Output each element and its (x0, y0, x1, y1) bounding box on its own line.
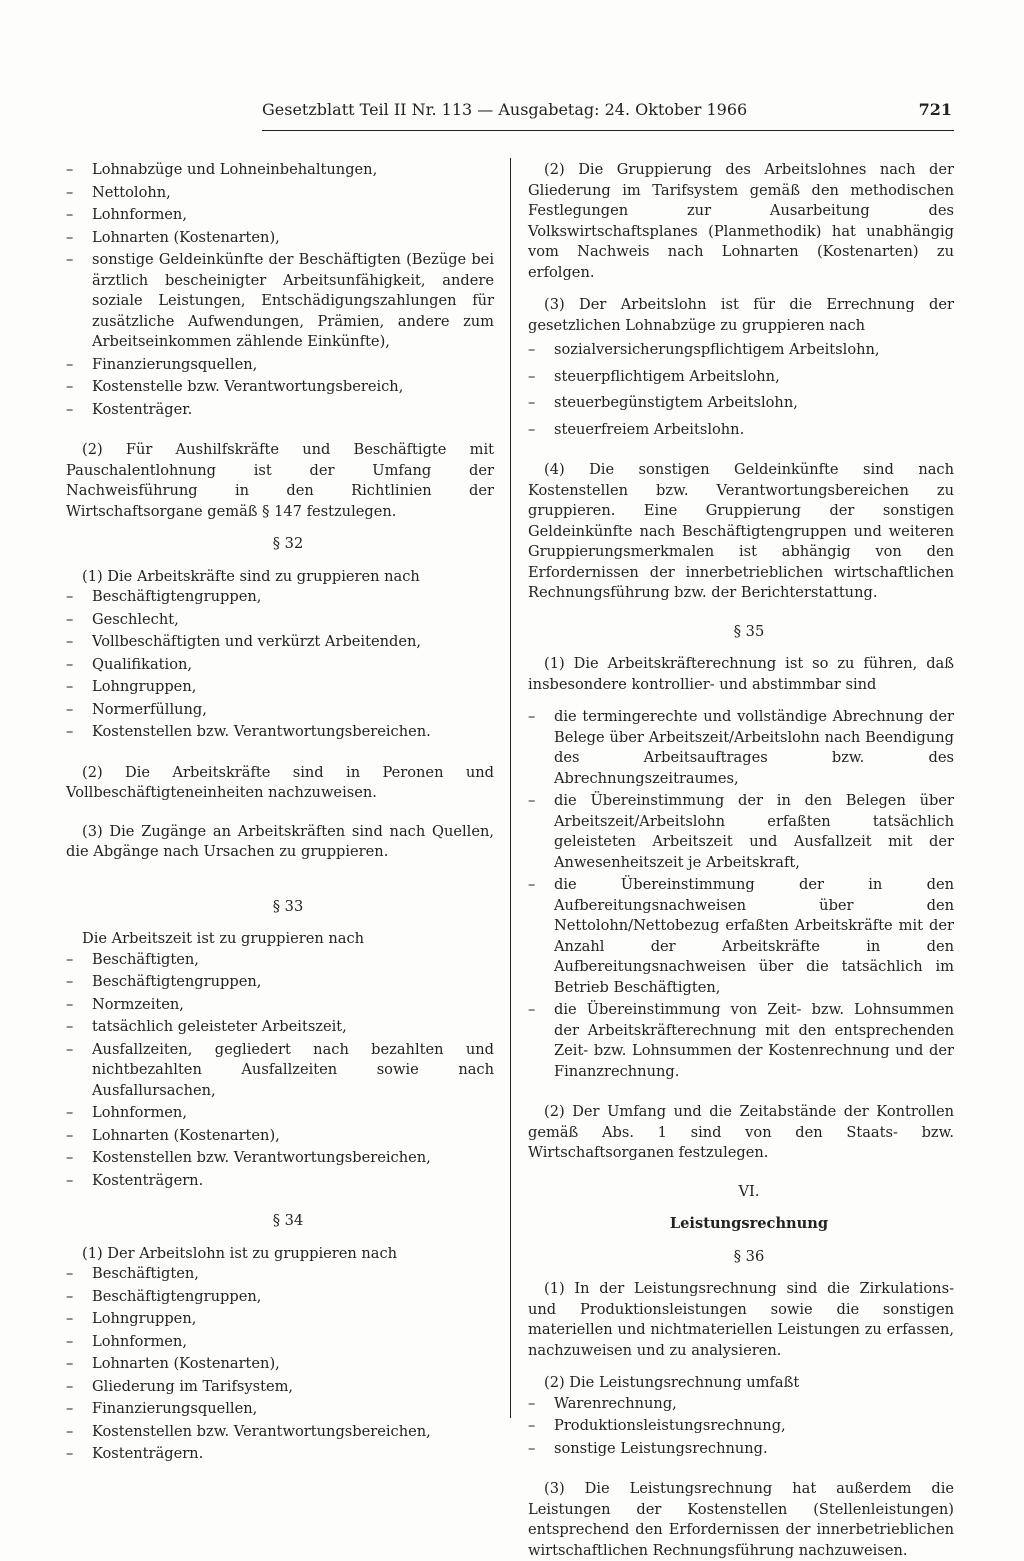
list-item: – Lohnarten (Kostenarten), (66, 1126, 494, 1147)
section-heading-34: § 34 (272, 1212, 304, 1229)
list-item: – Nettolohn, (66, 183, 494, 204)
section-heading-35: § 35 (733, 622, 765, 640)
section-36-paragraph-3: (3) Die Leistungsrechnung hat außerdem die Leistungen der Kostenstellen (Stellenleistungen) entsprechend den Erfordernissen der innerbetrieblichen wirtschaftlichen Rechnungsführung nachzuweisen. (528, 1480, 954, 1559)
list-item: – Qualifikation, (66, 655, 494, 676)
list-item: – steuerbegünstigtem Arbeitslohn, (528, 393, 954, 414)
section-32-paragraph-2: (2) Die Arbeitskräfte sind in Peronen und Vollbeschäftigteneinheiten nachzuweisen. (66, 763, 494, 801)
section-34-paragraph-4: (4) Die sonstigen Geldeinkünfte sind nach Kostenstellen bzw. Verantwortungsbereichen zu gruppieren. Eine Gruppierung der sonstigen Geldeinkünfte nach Beschäftigtengruppen und weiteren Gruppierungsmerkmalen ist abhängig von den Erfordernissen der innerbetrieblichen wirtschaftlichen Rechnungsführung bzw. der Berichterstattung. (528, 461, 954, 601)
paragraph-aushilfskraefte: (2) Für Aushilfskräfte und Beschäftigte mit Pauschalentlohnung ist der Umfang der Nachweisführung in den Richtlinien der Wirtschaftsorgane gemäß § 147 festzulegen. (66, 441, 494, 520)
list-item: – Beschäftigtengruppen, (66, 972, 494, 993)
list-item: – Beschäftigtengruppen, (66, 587, 494, 608)
list-lohnabzuege (528, 340, 954, 440)
list-item: – Beschäftigten, (66, 1264, 494, 1285)
list-section-32 (66, 587, 494, 743)
list-item: – Kostenstellen bzw. Verantwortungsbereichen, (66, 1422, 494, 1443)
section-heading-32: § 32 (272, 535, 304, 552)
section-34-paragraph-3: (3) Der Arbeitslohn ist für die Errechnung der gesetzlichen Lohnabzüge zu gruppieren nach (528, 296, 954, 334)
left-column (66, 160, 494, 1467)
column-divider (510, 158, 511, 1418)
chapter-numeral: VI. (738, 1182, 760, 1200)
list-item: – Kostenträgern. (66, 1171, 494, 1192)
list-section-33 (66, 950, 494, 1192)
section-33-intro: Die Arbeitszeit ist zu gruppieren nach (82, 930, 365, 947)
list-item: – die Übereinstimmung von Zeit- bzw. Lohnsummen der Arbeitskräfterechnung mit den entsprechenden Zeit- bzw. Lohnsummen der Kostenrechnung und der Finanzrechnung. (528, 1000, 954, 1082)
list-section-34 (66, 1264, 494, 1465)
list-item: – Finanzierungsquellen, (66, 1399, 494, 1420)
list-item: – Kostenstelle bzw. Verantwortungsbereich, (66, 377, 494, 398)
header-rule (262, 130, 954, 131)
list-item: – Gliederung im Tarifsystem, (66, 1377, 494, 1398)
page-number: 721 (918, 100, 952, 119)
list-item: – steuerpflichtigem Arbeitslohn, (528, 367, 954, 388)
list-item: – steuerfreiem Arbeitslohn. (528, 420, 954, 441)
list-item: – Kostenstellen bzw. Verantwortungsbereichen. (66, 722, 494, 743)
section-heading-33: § 33 (272, 897, 304, 915)
list-item: – Lohnarten (Kostenarten), (66, 1354, 494, 1375)
section-heading-36: § 36 (733, 1247, 765, 1265)
chapter-title: Leistungsrechnung (669, 1215, 829, 1232)
list-item: – Beschäftigten, (66, 950, 494, 971)
list-item: – Lohnformen, (66, 205, 494, 226)
list-item: – Kostenstellen bzw. Verantwortungsbereichen, (66, 1148, 494, 1169)
section-34-paragraph-2: (2) Die Gruppierung des Arbeitslohnes nach der Gliederung im Tarifsystem gemäß den methodischen Festlegungen zur Ausarbeitung des Volkswirtschaftsplanes (Planmethodik) hat unabhängig vom Nachweis nach Lohnarten (Kostenarten) zu erfolgen. (528, 161, 954, 281)
list-item: – Vollbeschäftigten und verkürzt Arbeitenden, (66, 632, 494, 653)
list-item: – sonstige Geldeinkünfte der Beschäftigten (Bezüge bei ärztlich bescheinigter Arbeitsunfähigkeit, andere soziale Leistungen, Entschädigungszahlungen für zusätzliche Aufwendungen, Prämien, andere zum Arbeitseinkommen zählende Einkünfte), (66, 250, 494, 353)
list-item: – Lohngruppen, (66, 677, 494, 698)
list-item: – sonstige Leistungsrechnung. (528, 1439, 954, 1460)
section-35-intro: (1) Die Arbeitskräfterechnung ist so zu führen, daß insbesondere kontrollier- und abstimmbar sind (528, 655, 954, 693)
section-32-intro: (1) Die Arbeitskräfte sind zu gruppieren nach (82, 567, 420, 585)
list-item: – Normerfüllung, (66, 700, 494, 721)
list-item: – die Übereinstimmung der in den Belegen über Arbeitszeit/Arbeitslohn erfaßten tatsächlich geleisteten Arbeitszeit und Ausfallzeit mit der Anwesenheitszeit je Arbeitskraft, (528, 791, 954, 873)
list-item: – tatsächlich geleisteter Arbeitszeit, (66, 1017, 494, 1038)
list-item: – Beschäftigtengruppen, (66, 1287, 494, 1308)
list-item: – Ausfallzeiten, gegliedert nach bezahlten und nichtbezahlten Ausfallzeiten sowie nach Ausfallursachen, (66, 1040, 494, 1102)
section-35-paragraph-2: (2) Der Umfang und die Zeitabstände der Kontrollen gemäß Abs. 1 sind von den Staats- bzw. Wirtschaftsorganen festzulegen. (528, 1103, 954, 1161)
header-title: Gesetzblatt Teil II Nr. 113 — Ausgabetag: 24. Oktober 1966 (262, 100, 748, 119)
list-item: – Finanzierungsquellen, (66, 355, 494, 376)
right-column (528, 160, 954, 1561)
list-item: – Kostenträger. (66, 400, 494, 421)
section-36-intro-2: (2) Die Leistungsrechnung umfaßt (544, 1374, 800, 1391)
list-item: – Normzeiten, (66, 995, 494, 1016)
list-item: – Geschlecht, (66, 610, 494, 631)
list-item: – Kostenträgern. (66, 1444, 494, 1465)
list-item: – Produktionsleistungsrechnung, (528, 1416, 954, 1437)
list-geldarten (66, 160, 494, 420)
list-item: – Lohnformen, (66, 1332, 494, 1353)
list-section-35 (528, 707, 954, 1082)
list-item: – die termingerechte und vollständige Abrechnung der Belege über Arbeitszeit/Arbeitslohn nach Beendigung des Arbeitsauftrages bzw. des Abrechnungszeitraumes, (528, 707, 954, 789)
list-item: – Lohnabzüge und Lohneinbehaltungen, (66, 160, 494, 181)
list-item: – die Übereinstimmung der in den Aufbereitungsnachweisen über den Nettolohn/Nettobezug erfaßten Arbeitskräfte mit der Anzahl der Arbeitskräfte in den Aufbereitungsnachweisen über die tatsächlich im Betrieb Beschäftigten, (528, 875, 954, 998)
section-34-intro: (1) Der Arbeitslohn ist zu gruppieren nach (82, 1244, 398, 1262)
list-section-36 (528, 1394, 954, 1460)
list-item: – Lohngruppen, (66, 1309, 494, 1330)
section-32-paragraph-3: (3) Die Zugänge an Arbeitskräften sind nach Quellen, die Abgänge nach Ursachen zu gruppieren. (66, 822, 494, 860)
section-36-paragraph-1: (1) In der Leistungsrechnung sind die Zirkulations- und Produktionsleistungen sowie die sonstigen materiellen und nichtmateriellen Leistungen zu erfassen, nachzuweisen und zu analysieren. (528, 1280, 954, 1359)
list-item: – sozialversicherungspflichtigem Arbeitslohn, (528, 340, 954, 361)
list-item: – Warenrechnung, (528, 1394, 954, 1415)
list-item: – Lohnarten (Kostenarten), (66, 228, 494, 249)
list-item: – Lohnformen, (66, 1103, 494, 1124)
